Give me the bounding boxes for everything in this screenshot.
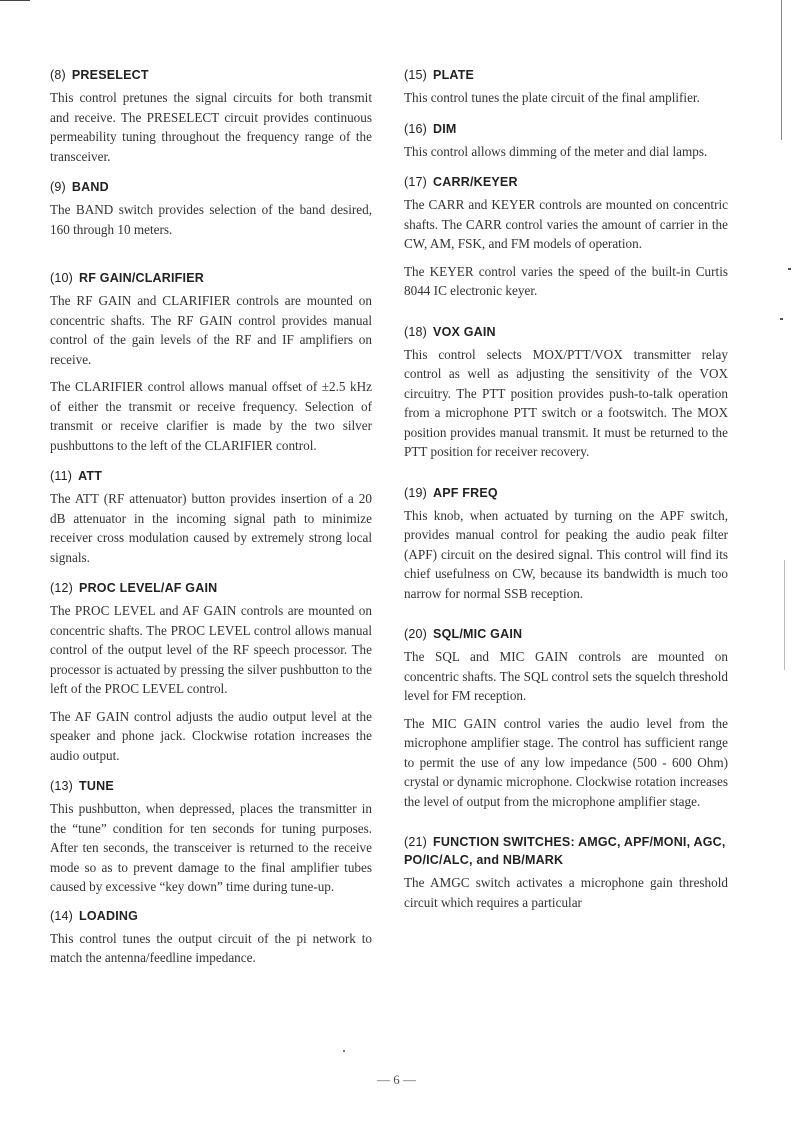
- section-title: CARR/KEYER: [433, 175, 518, 189]
- section-paragraph: This knob, when actuated by turning on the APF switch, provides manual control for peaking the audio peak filter (APF) circuit on the desired signal. This control will find its chief usefulness on CW, because its bandwidth is much too narrow for normal SSB reception.: [404, 507, 728, 601]
- scan-mark: [343, 1050, 345, 1052]
- section-paragraph: This control pretunes the signal circuits for both transmit and receive. The PRESELECT circuit provides continuous permeability tuning throughout the frequency range of the transceiver.: [50, 90, 372, 164]
- section-att: [50, 467, 372, 567]
- section-paragraph: The BAND switch provides selection of the band desired, 160 through 10 meters.: [50, 202, 372, 237]
- section-heading: [50, 178, 372, 196]
- scan-mark: [788, 268, 791, 270]
- section-heading: [404, 484, 728, 502]
- section-title: APF FREQ: [433, 485, 498, 500]
- section-carr-keyer: [404, 173, 728, 301]
- section-title: FUNCTION SWITCHES: AMGC, APF/MONI, AGC, PO/IC/ALC, and NB/MARK: [404, 835, 726, 867]
- section-heading: [404, 625, 728, 643]
- edge-rule: [781, 0, 782, 140]
- section-title: BAND: [71, 180, 109, 194]
- section-number: (20): [404, 627, 428, 641]
- section-paragraph: The RF GAIN and CLARIFIER controls are mounted on concentric shafts. The RF GAIN control provides manual control of the gain levels of the RF and IF amplifiers on receive.: [50, 293, 372, 367]
- section-paragraph: The ATT (RF attenuator) button provides insertion of a 20 dB attenuator in the incoming signal path to minimize receiver cross modulation caused by extremely strong local signals.: [50, 491, 372, 565]
- section-heading: [50, 66, 372, 84]
- section-paragraph: The AMGC switch activates a microphone gain threshold circuit which requires a particular: [404, 875, 728, 910]
- scan-mark: [780, 318, 783, 320]
- section-proc-level-af-gain: [50, 579, 372, 765]
- left-column: [50, 66, 372, 976]
- section-number: (18): [404, 324, 428, 339]
- section-title: DIM: [433, 121, 457, 136]
- section-dim: [404, 120, 728, 162]
- section-heading: [404, 173, 728, 191]
- section-heading: [50, 579, 372, 597]
- section-title: TUNE: [79, 779, 114, 793]
- section-sql-mic-gain: [404, 625, 728, 811]
- page-number: — 6 —: [377, 1072, 416, 1087]
- section-title: LOADING: [79, 908, 139, 923]
- section-function-switches: [404, 833, 728, 912]
- section-number: (16): [404, 121, 428, 136]
- section-number: (8): [50, 68, 66, 82]
- section-rf-gain-clarifier: [50, 269, 372, 455]
- section-heading: [50, 467, 372, 485]
- section-title: PRESELECT: [71, 68, 149, 82]
- section-heading: [404, 120, 728, 138]
- section-heading: [404, 323, 728, 341]
- section-number: (17): [404, 175, 428, 189]
- section-preselect: [50, 66, 372, 166]
- section-band: [50, 178, 372, 239]
- section-heading: [50, 269, 372, 287]
- section-paragraph: This control tunes the plate circuit of the final amplifier.: [404, 90, 700, 105]
- section-heading: [50, 907, 372, 925]
- section-number: (11): [50, 469, 73, 483]
- section-paragraph: The CLARIFIER control allows manual offset of ±2.5 kHz of either the transmit or receive frequency. Selection of transmit or receive clarifier is made by the two silver pushbuttons to the left of the CLARIFIER control.: [50, 379, 372, 453]
- section-number: (13): [50, 779, 74, 793]
- section-paragraph: The PROC LEVEL and AF GAIN controls are mounted on concentric shafts. The PROC LEVEL control allows manual control of the output level of the RF speech processor. The processor is actuated by pressing the silver pushbutton to the left of the PROC LEVEL control.: [50, 603, 372, 696]
- section-title: VOX GAIN: [433, 324, 496, 339]
- section-paragraph: This pushbutton, when depressed, places the transmitter in the “tune” condition for ten seconds for tuning purposes. After ten seconds, the transceiver is returned to the receive mode so as to prevent damage to the final amplifier tubes caused by excessive “key down” time during tune-up.: [50, 801, 372, 894]
- section-number: (21): [404, 835, 428, 849]
- section-heading: [50, 777, 372, 795]
- section-title: ATT: [78, 469, 103, 483]
- right-column: [404, 66, 728, 920]
- section-paragraph: The KEYER control varies the speed of the built-in Curtis 8044 IC electronic keyer.: [404, 263, 728, 298]
- section-title: PLATE: [433, 68, 475, 82]
- section-tune: [50, 777, 372, 897]
- section-title: RF GAIN/CLARIFIER: [79, 271, 204, 285]
- section-number: (10): [50, 271, 74, 285]
- section-paragraph: The AF GAIN control adjusts the audio output level at the speaker and phone jack. Clockwise rotation increases the audio output.: [50, 708, 372, 763]
- section-paragraph: This control tunes the output circuit of the pi network to match the antenna/feedline impedance.: [50, 930, 372, 965]
- edge-rule: [784, 560, 785, 670]
- section-vox-gain: [404, 323, 728, 462]
- section-number: (19): [404, 485, 428, 500]
- section-number: (15): [404, 68, 428, 82]
- section-heading: [404, 833, 728, 869]
- section-title: PROC LEVEL/AF GAIN: [79, 581, 218, 595]
- section-paragraph: The SQL and MIC GAIN controls are mounted on concentric shafts. The SQL control sets the squelch threshold level for FM reception.: [404, 649, 728, 703]
- section-heading: [404, 66, 728, 84]
- section-apf-freq: [404, 484, 728, 604]
- section-plate: [404, 66, 728, 108]
- section-paragraph: This control allows dimming of the meter and dial lamps.: [404, 143, 708, 159]
- section-paragraph: This control selects MOX/PTT/VOX transmitter relay control as well as adjusting the sensitivity of the VOX circuitry. The PTT position provides push-to-talk operation from a microphone PTT switch or a footswitch. The MOX position provides manual transmit. It must be returned to the PTT position for receiver recovery.: [404, 346, 728, 459]
- section-number: (9): [50, 180, 66, 194]
- section-number: (14): [50, 908, 74, 923]
- section-paragraph: The CARR and KEYER controls are mounted on concentric shafts. The CARR control varies the amount of carrier in the CW, AM, FSK, and FM models of operation.: [404, 197, 728, 251]
- section-title: SQL/MIC GAIN: [433, 627, 523, 641]
- section-number: (12): [50, 581, 74, 595]
- section-loading: [50, 907, 372, 968]
- corner-rule: [0, 0, 30, 1]
- section-paragraph: The MIC GAIN control varies the audio level from the microphone amplifier stage. The control has sufficient range to permit the use of any low impedance (500 - 600 Ohm) crystal or dynamic microphone. Clockwise rotation increases the level of output from the microphone amplifier stage.: [404, 715, 728, 809]
